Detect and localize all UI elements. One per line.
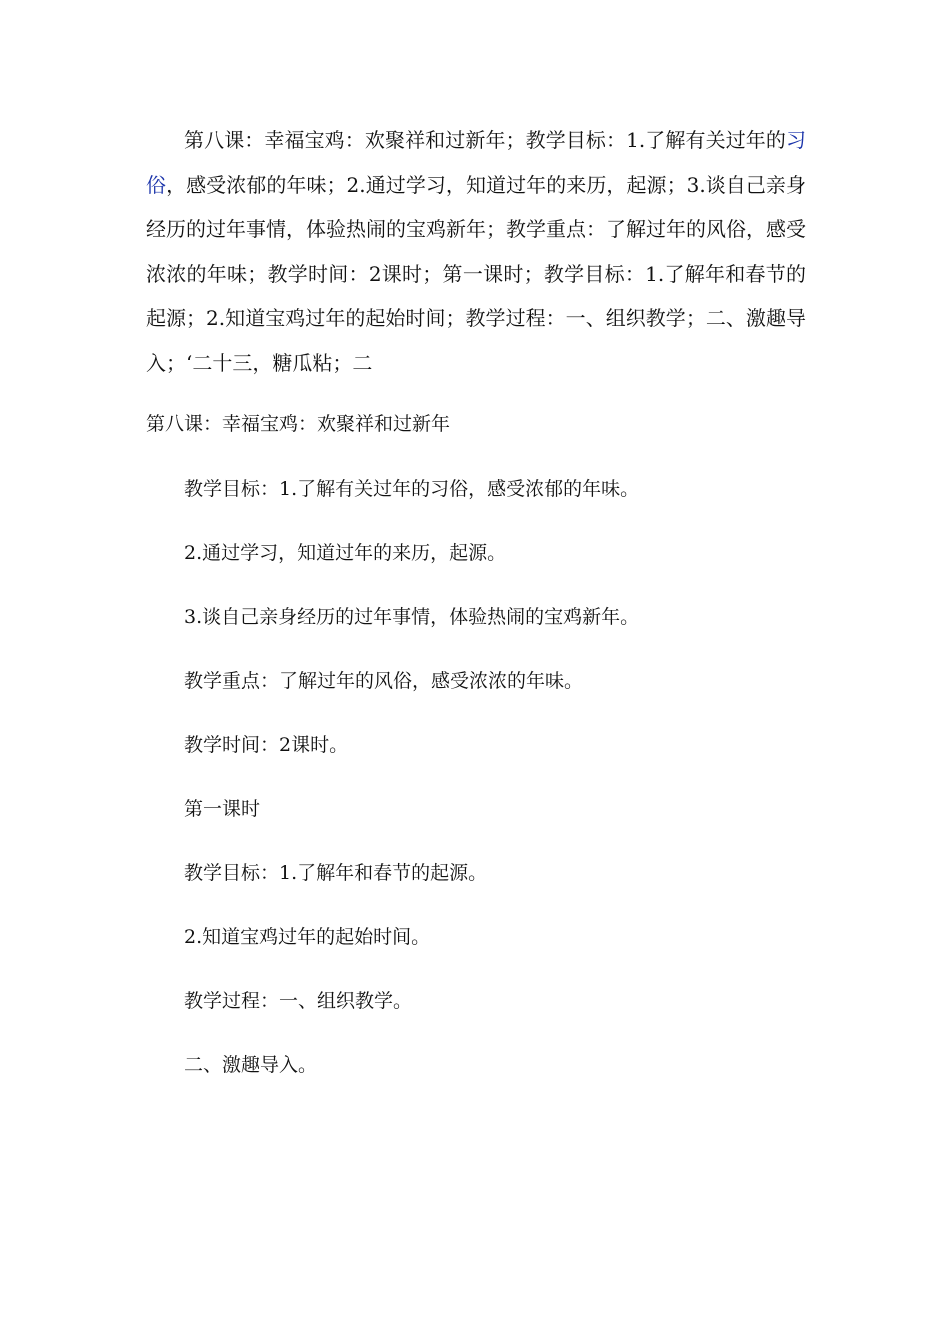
period-goal-1: 教学目标：1.了解年和春节的起源。: [184, 862, 488, 884]
summary-text-start: 第八课：幸福宝鸡：欢聚祥和过新年；教学目标：1.了解有关过年的: [184, 128, 786, 152]
summary-paragraph: [146, 118, 806, 385]
lesson-title: 第八课：幸福宝鸡：欢聚祥和过新年: [146, 413, 451, 435]
goal-3: 3.谈自己亲身经历的过年事情，体验热闹的宝鸡新年。: [184, 606, 640, 628]
process-step-2: 二、激趣导入。: [184, 1054, 318, 1076]
period-goal-2: 2.知道宝鸡过年的起始时间。: [184, 926, 431, 948]
first-period-heading: 第一课时: [184, 798, 261, 820]
teaching-time: 教学时间：2课时。: [184, 734, 349, 756]
key-point: 教学重点：了解过年的风俗，感受浓浓的年味。: [184, 670, 584, 692]
goal-2: 2.通过学习，知道过年的来历，起源。: [184, 542, 507, 564]
process-step-1: 教学过程：一、组织教学。: [184, 990, 413, 1012]
goal-1: 教学目标：1.了解有关过年的习俗，感受浓郁的年味。: [184, 478, 640, 500]
xisu-link[interactable]: 习俗: [146, 128, 806, 197]
summary-text-end: ，感受浓郁的年味；2.通过学习，知道过年的来历，起源；3.谈自己亲身经历的过年事情，体验热闹的宝鸡新年；教学重点：了解过年的风俗，感受浓浓的年味；教学时间：2课时；第一课时；教学目标：1.了解年和春节的起源；2.知道宝鸡过年的起始时间；教学过程：一、组织教学；二、激趣导入；‘二十三，糖瓜粘；二: [146, 172, 806, 375]
